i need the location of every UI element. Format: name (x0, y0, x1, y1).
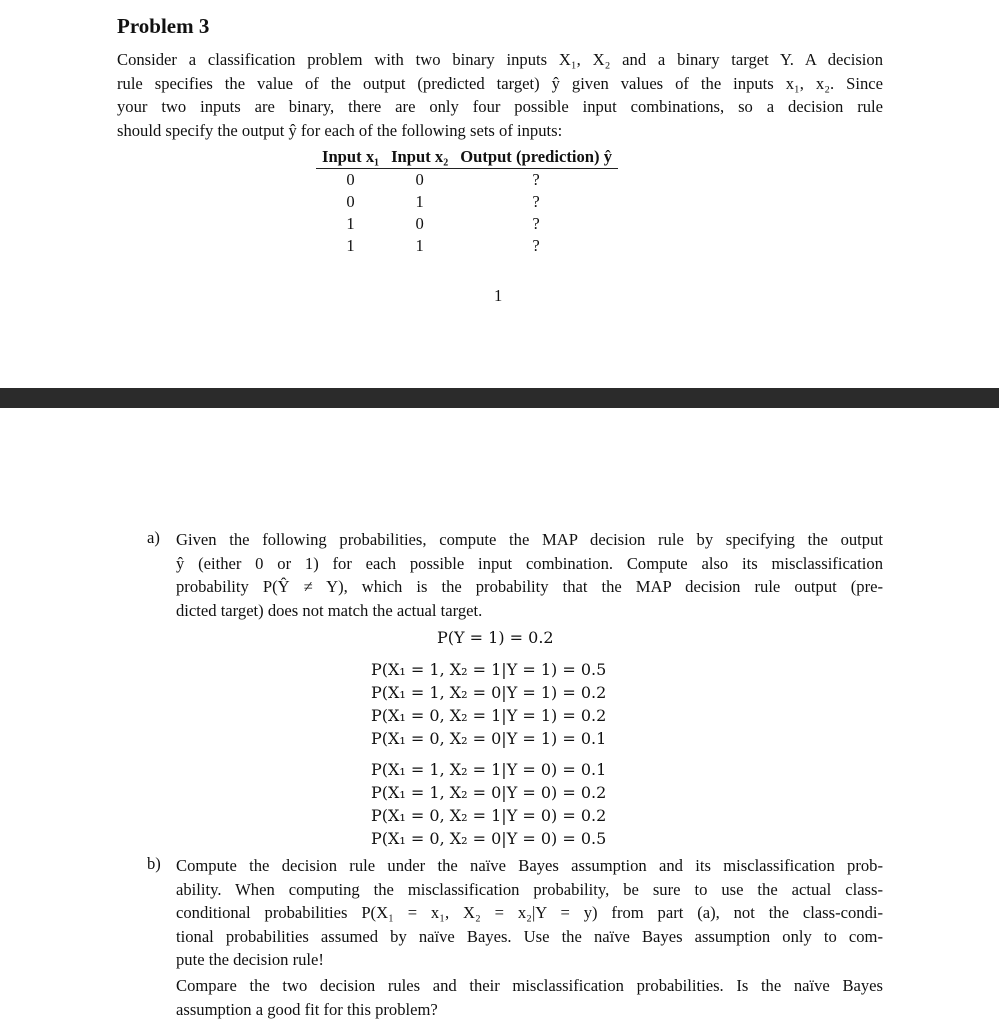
likelihood-equation: P(X₁ = 0, X₂ = 0|Y = 1) = 0.1 (371, 729, 607, 748)
table-cell: ? (532, 236, 540, 255)
intro-line: rule specifies the value of the output (predicted target) ŷ given values of the inputs x₁, x₂. Since (117, 73, 883, 93)
table-cell: 0 (346, 170, 355, 189)
likelihood-equation: P(X₁ = 1, X₂ = 1|Y = 0) = 0.1 (371, 760, 607, 779)
table-cell: 0 (346, 192, 355, 211)
table-row (316, 213, 618, 235)
table-row (316, 235, 618, 257)
header-output: Output (prediction) ŷ (454, 146, 618, 169)
part-b-line: ability. When computing the misclassification probability, be sure to use the actual class- (176, 879, 883, 899)
table-cell: 1 (415, 192, 424, 211)
likelihood-equation: P(X₁ = 1, X₂ = 0|Y = 0) = 0.2 (371, 783, 607, 802)
part-b-compare (176, 974, 883, 1021)
likelihood-equation: P(X₁ = 0, X₂ = 1|Y = 1) = 0.2 (371, 706, 607, 725)
intro-line: should specify the output ŷ for each of the following sets of inputs: (117, 120, 563, 140)
part-a-line: dicted target) does not match the actual target. (176, 600, 483, 620)
table-row (316, 191, 618, 213)
likelihood-equation: P(X₁ = 1, X₂ = 1|Y = 1) = 0.5 (371, 660, 607, 679)
table-row (316, 169, 618, 192)
part-a-line: Given the following probabilities, compute the MAP decision rule by specifying the output (176, 530, 883, 549)
part-a-label: a) (147, 528, 160, 547)
part-a-text (176, 528, 883, 622)
likelihood-equation: P(X₁ = 0, X₂ = 1|Y = 0) = 0.2 (371, 806, 607, 825)
likelihood-equation: P(X₁ = 0, X₂ = 0|Y = 0) = 0.5 (371, 829, 607, 848)
header-input-x2: Input x₂ (385, 146, 454, 169)
table-cell: 1 (346, 236, 355, 255)
part-a-line: ŷ (either 0 or 1) for each possible input combination. Compute also its misclassification (176, 553, 883, 573)
part-b-compare-line: assumption a good fit for this problem? (176, 999, 438, 1019)
part-b-line: conditional probabilities P(X₁ = x₁, X₂ = x₂|Y = y) from part (a), not the class-condi- (176, 903, 883, 922)
intro-paragraph (117, 48, 883, 142)
prior-equation: P(Y = 1) = 0.2 (437, 628, 554, 647)
part-b-label: b) (147, 854, 161, 873)
intro-line: Consider a classification problem with two binary inputs X₁, X₂ and a binary target Y. A decision (117, 50, 883, 69)
part-b-compare-line: Compare the two decision rules and their misclassification probabilities. Is the naïve Bayes (176, 976, 883, 995)
part-a-line: probability P(Ŷ ≠ Y), which is the probability that the MAP decision rule output (pre- (176, 577, 883, 596)
table-header-row (316, 146, 618, 169)
part-b-line: Compute the decision rule under the naïve Bayes assumption and its misclassification prob- (176, 856, 883, 875)
part-b-text (176, 854, 883, 972)
problem-title: Problem 3 (117, 14, 210, 38)
part-b-line: tional probabilities assumed by naïve Bayes. Use the naïve Bayes assumption only to com- (176, 926, 883, 946)
table-cell: ? (532, 192, 540, 211)
likelihood-equation: P(X₁ = 1, X₂ = 0|Y = 1) = 0.2 (371, 683, 607, 702)
table-cell: 0 (415, 170, 424, 189)
table-cell: 1 (415, 236, 424, 255)
table-cell: ? (532, 170, 540, 189)
table-cell: 1 (346, 214, 355, 233)
table-cell: ? (532, 214, 540, 233)
intro-line: your two inputs are binary, there are only four possible input combinations, so a decision rule (117, 97, 883, 116)
table-cell: 0 (415, 214, 424, 233)
part-b-line: pute the decision rule! (176, 950, 324, 969)
page-divider (0, 388, 999, 408)
page-number: 1 (494, 286, 503, 305)
header-input-x1: Input x₁ (316, 146, 385, 169)
decision-rule-table (316, 146, 618, 257)
